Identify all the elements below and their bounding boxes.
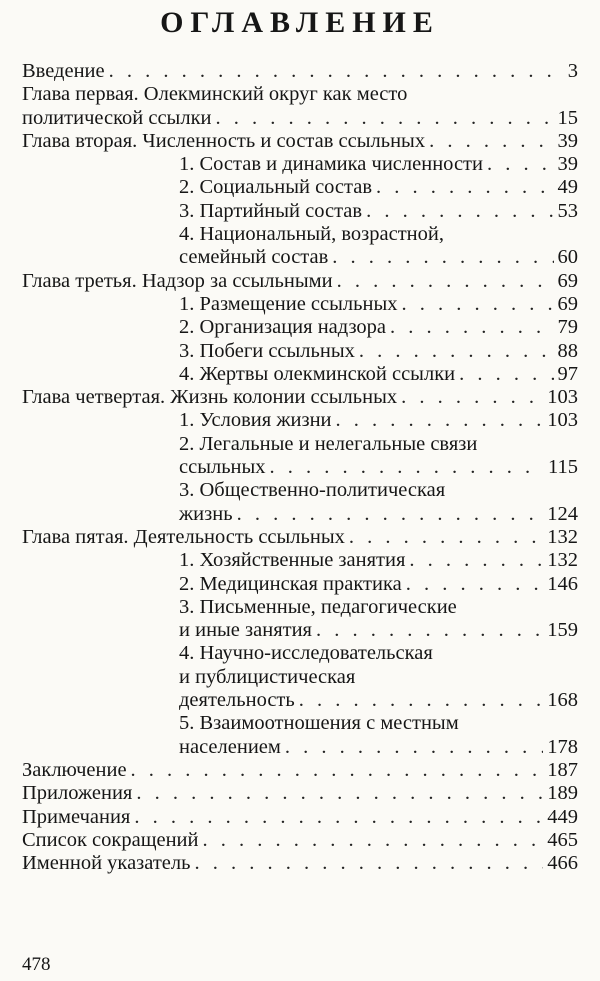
- dot-leader: [390, 316, 553, 339]
- toc-entry-chapter: [22, 852, 578, 875]
- toc-entry-title: 2. Легальные и нелегальные связи: [179, 432, 478, 455]
- dot-leader: [285, 736, 543, 759]
- dot-leader: [376, 176, 553, 199]
- toc-page-number: 79: [557, 316, 578, 339]
- dot-leader: [409, 549, 543, 572]
- dot-leader: [134, 806, 543, 829]
- dot-leader: [487, 153, 554, 176]
- toc-entry-section: [22, 363, 578, 386]
- toc-page-number: 103: [547, 386, 578, 409]
- toc-page-number: 132: [547, 549, 578, 572]
- dot-leader: [349, 526, 543, 549]
- page-number: 478: [22, 954, 51, 975]
- toc-entry-chapter: [22, 526, 578, 549]
- toc-entry-section: [22, 573, 578, 596]
- dot-leader: [366, 200, 553, 223]
- toc-page-number: 449: [547, 805, 578, 828]
- toc-entry-section: [22, 200, 578, 223]
- table-of-contents: [22, 60, 578, 875]
- toc-entry-title: 1. Условия жизни: [179, 409, 332, 432]
- dot-leader: [337, 270, 554, 293]
- toc-page-number: 69: [557, 269, 578, 292]
- toc-entry-title: 2. Организация надзора: [179, 316, 387, 339]
- toc-entry-title: Заключение: [22, 758, 127, 781]
- toc-entry-title: 2. Социальный состав: [179, 176, 373, 199]
- toc-page-number: 97: [557, 362, 578, 385]
- toc-title: ОГЛАВЛЕНИЕ: [160, 6, 440, 39]
- toc-entry-title: 1. Состав и динамика численности: [179, 153, 483, 176]
- toc-page-number: 69: [557, 292, 578, 315]
- toc-entry-section: [22, 340, 578, 363]
- dot-leader: [316, 619, 543, 642]
- dot-leader: [136, 782, 543, 805]
- toc-page-number: 187: [547, 758, 578, 781]
- toc-entry-section: [22, 479, 578, 526]
- toc-entry-chapter: [22, 829, 578, 852]
- dot-leader: [359, 340, 554, 363]
- toc-entry-title: Введение: [22, 60, 105, 82]
- dot-leader: [203, 829, 544, 852]
- toc-entry-title: Глава первая. Олекминский округ как место: [22, 83, 408, 106]
- toc-entry-section: [22, 176, 578, 199]
- toc-entry-title: 3. Письменные, педагогические: [179, 595, 457, 618]
- dot-leader: [459, 363, 553, 386]
- toc-entry-chapter: [22, 782, 578, 805]
- toc-entry-title: 4. Научно-исследовательская: [179, 642, 433, 665]
- toc-entry-title: Приложения: [22, 782, 133, 805]
- toc-entry-title: Примечания: [22, 805, 131, 828]
- toc-entry-chapter: [22, 806, 578, 829]
- toc-entry-chapter: [22, 386, 578, 409]
- toc-page-number: 168: [547, 689, 578, 712]
- toc-page-number: 124: [547, 502, 578, 525]
- toc-page-number: 178: [547, 735, 578, 758]
- toc-page-number: 60: [557, 246, 578, 269]
- toc-entry-section: [22, 712, 578, 759]
- toc-entry-section: [22, 316, 578, 339]
- toc-entry-title: 3. Побеги ссыльных: [179, 339, 355, 362]
- toc-page-number: 146: [547, 572, 578, 595]
- dot-leader: [299, 689, 544, 712]
- dot-leader: [109, 60, 564, 83]
- toc-page-number: 115: [548, 456, 578, 479]
- dot-leader: [401, 293, 553, 316]
- dot-leader: [216, 107, 554, 130]
- toc-entry-title: 3. Общественно-политическая: [179, 479, 446, 502]
- toc-page-number: 53: [557, 199, 578, 222]
- toc-page-number: 103: [547, 409, 578, 432]
- toc-entry-chapter: [22, 60, 578, 83]
- toc-entry-title: Глава четвертая. Жизнь колонии ссыльных: [22, 386, 398, 409]
- toc-entry-chapter: [22, 270, 578, 293]
- toc-entry-chapter: [22, 83, 578, 130]
- toc-entry-title: 2. Медицинская практика: [179, 572, 402, 595]
- dot-leader: [401, 386, 543, 409]
- toc-entry-title: и публицистическая: [179, 665, 356, 688]
- toc-entry-section: [22, 293, 578, 316]
- toc-entry-title: семейный состав: [179, 246, 329, 269]
- toc-page-number: 159: [547, 619, 578, 642]
- dot-leader: [429, 130, 553, 153]
- toc-entry-title: 1. Хозяйственные занятия: [179, 549, 406, 572]
- toc-page-number: 466: [547, 852, 578, 875]
- toc-entry-title: 5. Взаимоотношения с местным: [179, 712, 459, 735]
- toc-entry-title: политической ссылки: [22, 106, 212, 129]
- toc-entry-title: Глава пятая. Деятельность ссыльных: [22, 525, 345, 548]
- toc-entry-section: [22, 433, 578, 480]
- toc-entry-title: ссыльных: [179, 456, 266, 479]
- toc-entry-title: деятельность: [179, 689, 295, 712]
- toc-page-number: 189: [547, 782, 578, 805]
- toc-entry-title: 3. Партийный состав: [179, 199, 363, 222]
- dot-leader: [406, 573, 544, 596]
- dot-leader: [131, 759, 544, 782]
- toc-entry-title: Глава вторая. Численность и состав ссыльных: [22, 129, 426, 152]
- toc-page-number: 15: [557, 106, 578, 129]
- dot-leader: [336, 409, 544, 432]
- toc-entry-title: 4. Жертвы олекминской ссылки: [179, 362, 456, 385]
- toc-entry-section: [22, 153, 578, 176]
- dot-leader: [237, 503, 544, 526]
- toc-entry-title: Список сокращений: [22, 828, 199, 851]
- toc-entry-title: и иные занятия: [179, 619, 312, 642]
- toc-entry-title: 4. Национальный, возрастной,: [179, 223, 444, 246]
- dot-leader: [270, 456, 544, 479]
- toc-page-number: 39: [557, 153, 578, 176]
- toc-entry-section: [22, 642, 578, 712]
- toc-entry-title: 1. Размещение ссыльных: [179, 292, 398, 315]
- toc-entry-section: [22, 549, 578, 572]
- toc-entry-section: [22, 223, 578, 270]
- toc-entry-title: Именной указатель: [22, 852, 191, 875]
- toc-entry-section: [22, 596, 578, 643]
- toc-page-number: 465: [547, 828, 578, 851]
- toc-entry-title: Глава третья. Надзор за ссыльными: [22, 269, 333, 292]
- toc-entry-title: населением: [179, 735, 281, 758]
- toc-page-number: 88: [557, 339, 578, 362]
- toc-page-number: 49: [557, 176, 578, 199]
- toc-entry-section: [22, 409, 578, 432]
- toc-page-number: 132: [547, 525, 578, 548]
- toc-page-number: 3: [567, 60, 578, 82]
- dot-leader: [194, 852, 543, 875]
- toc-entry-chapter: [22, 759, 578, 782]
- dot-leader: [332, 246, 553, 269]
- toc-entry-chapter: [22, 130, 578, 153]
- toc-entry-title: жизнь: [179, 502, 233, 525]
- toc-page-number: 39: [557, 129, 578, 152]
